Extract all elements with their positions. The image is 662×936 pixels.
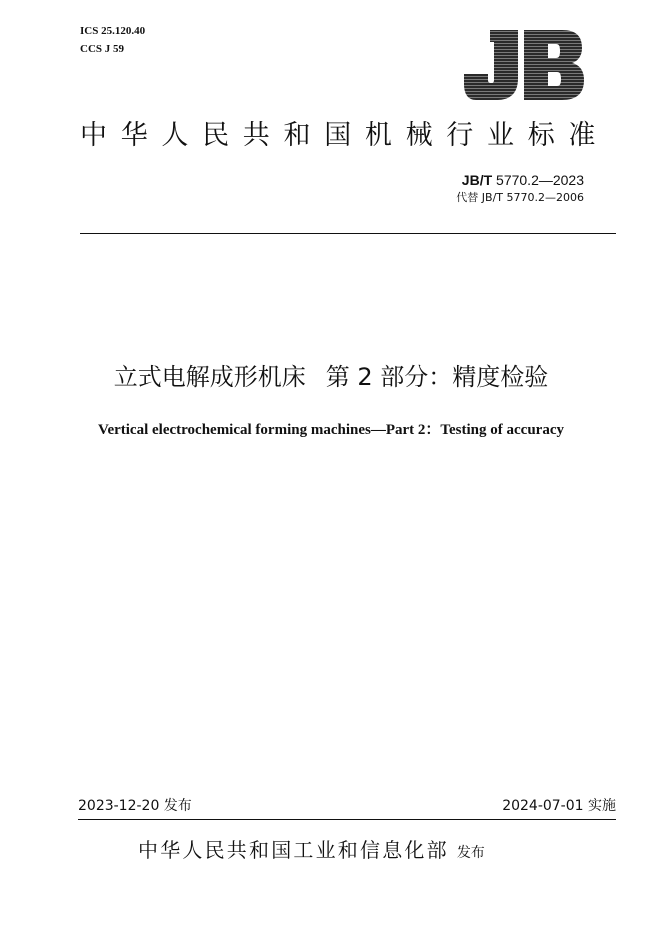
english-title: Vertical electrochemical forming machines—Part 2：Testing of accuracy — [98, 422, 564, 438]
implementation-date: 2024-07-01 实施 — [502, 798, 616, 814]
chinese-title — [0, 360, 662, 394]
standard-prefix: JB/T — [461, 172, 493, 188]
ccs-code: CCS J 59 — [80, 43, 125, 55]
standard-number — [462, 171, 584, 189]
header-divider — [80, 233, 616, 234]
issue-date: 2023-12-20 发布 — [78, 798, 192, 814]
issuing-authority — [138, 836, 485, 867]
chinese-title-part: 第 2 部分：精度检验 — [325, 363, 549, 391]
replaces-standard: 代替 JB/T 5770.2—2006 — [456, 191, 584, 204]
footer-divider — [78, 819, 616, 820]
jb-logo — [462, 22, 586, 106]
standard-number-value: 5770.2—2023 — [496, 172, 584, 188]
ics-code: ICS 25.120.40 — [80, 25, 146, 37]
issuer-action: 发布 — [456, 845, 485, 861]
standard-category-title: 中华人民共和国机械行业标准 — [80, 120, 610, 151]
issuer-organization: 中华人民共和国工业和信息化部 — [138, 838, 449, 862]
chinese-title-main: 立式电解成形机床 — [113, 363, 306, 391]
